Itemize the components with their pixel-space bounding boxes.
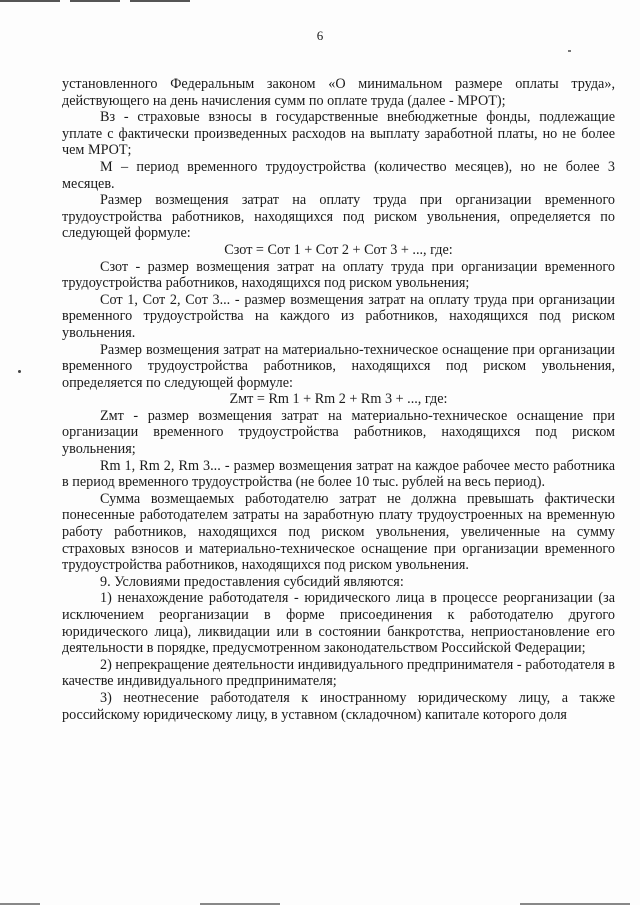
formula: Zмт = Rm 1 + Rm 2 + Rm 3 + ..., где:: [229, 391, 448, 408]
paragraph: Rm 1, Rm 2, Rm 3... - размер возмещения затрат на каждое рабочее место работника в период временного трудоустройства (не более 10 тыс. рублей на весь период).: [62, 457, 615, 491]
paragraph: Сумма возмещаемых работодателю затрат не должна превышать фактически понесенные работодателем затраты на заработную плату трудоустроенных на временную работу работников, находящихся под риском увольнения, увеличенные на сумму страховых взносов и материально-техническое оснащение при организации временного трудоустройства работников, находящихся под риском увольнения.: [62, 490, 615, 574]
paragraph: Размер возмещения затрат на материально-техническое оснащение при организации временного трудоустройства работников, находящихся под риском увольнения, определяется по следующей формуле:: [62, 341, 615, 391]
scan-mark: [568, 50, 571, 52]
section-heading: 9. Условиями предоставления субсидий являются:: [100, 573, 404, 590]
paragraph: Размер возмещения затрат на оплату труда при организации временного трудоустройства работников, находящихся под риском увольнения, определяется по следующей формуле:: [62, 192, 615, 242]
list-item: 1) ненахождение работодателя - юридического лица в процессе реорганизации (за исключением реорганизации в форме присоединения к работодателю другого юридического лица), ликвидации или в состоянии банкротства, неприостановление его деятельности в порядке, предусмотренном законодательством Российской Федерации;: [62, 590, 615, 657]
page-number: 6: [316, 28, 324, 43]
formula: Cзот = Cот 1 + Cот 2 + Cот 3 + ..., где:: [224, 241, 453, 258]
paragraph: Zмт - размер возмещения затрат на материально-техническое оснащение при организации временного трудоустройства работников, находящихся под риском увольнения;: [62, 407, 615, 458]
paragraph: Cзот - размер возмещения затрат на оплату труда при организации временного трудоустройства работников, находящихся под риском увольнения;: [62, 258, 615, 292]
scan-mark: [18, 370, 21, 373]
paragraph: Cот 1, Cот 2, Cот 3... - размер возмещения затрат на оплату труда при организации временного трудоустройства на каждого из работников, находящихся под риском увольнения.: [62, 291, 615, 341]
paragraph: М – период временного трудоустройства (количество месяцев), но не более 3 месяцев.: [62, 158, 615, 192]
list-item: 3) неотнесение работодателя к иностранному юридическому лицу, а также российскому юридическому лицу, в уставном (складочном) капитале которого доля: [62, 689, 615, 723]
scan-edge-line: [70, 0, 120, 2]
paragraph: установленного Федеральным законом «О минимальном размере оплаты труда», действующего на день начисления сумм по оплате труда (далее - МРОТ);: [62, 76, 615, 109]
paragraph: Вз - страховые взносы в государственные внебюджетные фонды, подлежащие уплате с фактически произведенных расходов на выплату заработной платы, но не более чем МРОТ;: [62, 109, 615, 159]
scan-edge-line: [0, 0, 60, 2]
document-body: [62, 76, 615, 723]
scan-edge-line: [130, 0, 190, 2]
list-item: 2) непрекращение деятельности индивидуального предпринимателя - работодателя в качестве индивидуального предпринимателя;: [62, 656, 615, 690]
